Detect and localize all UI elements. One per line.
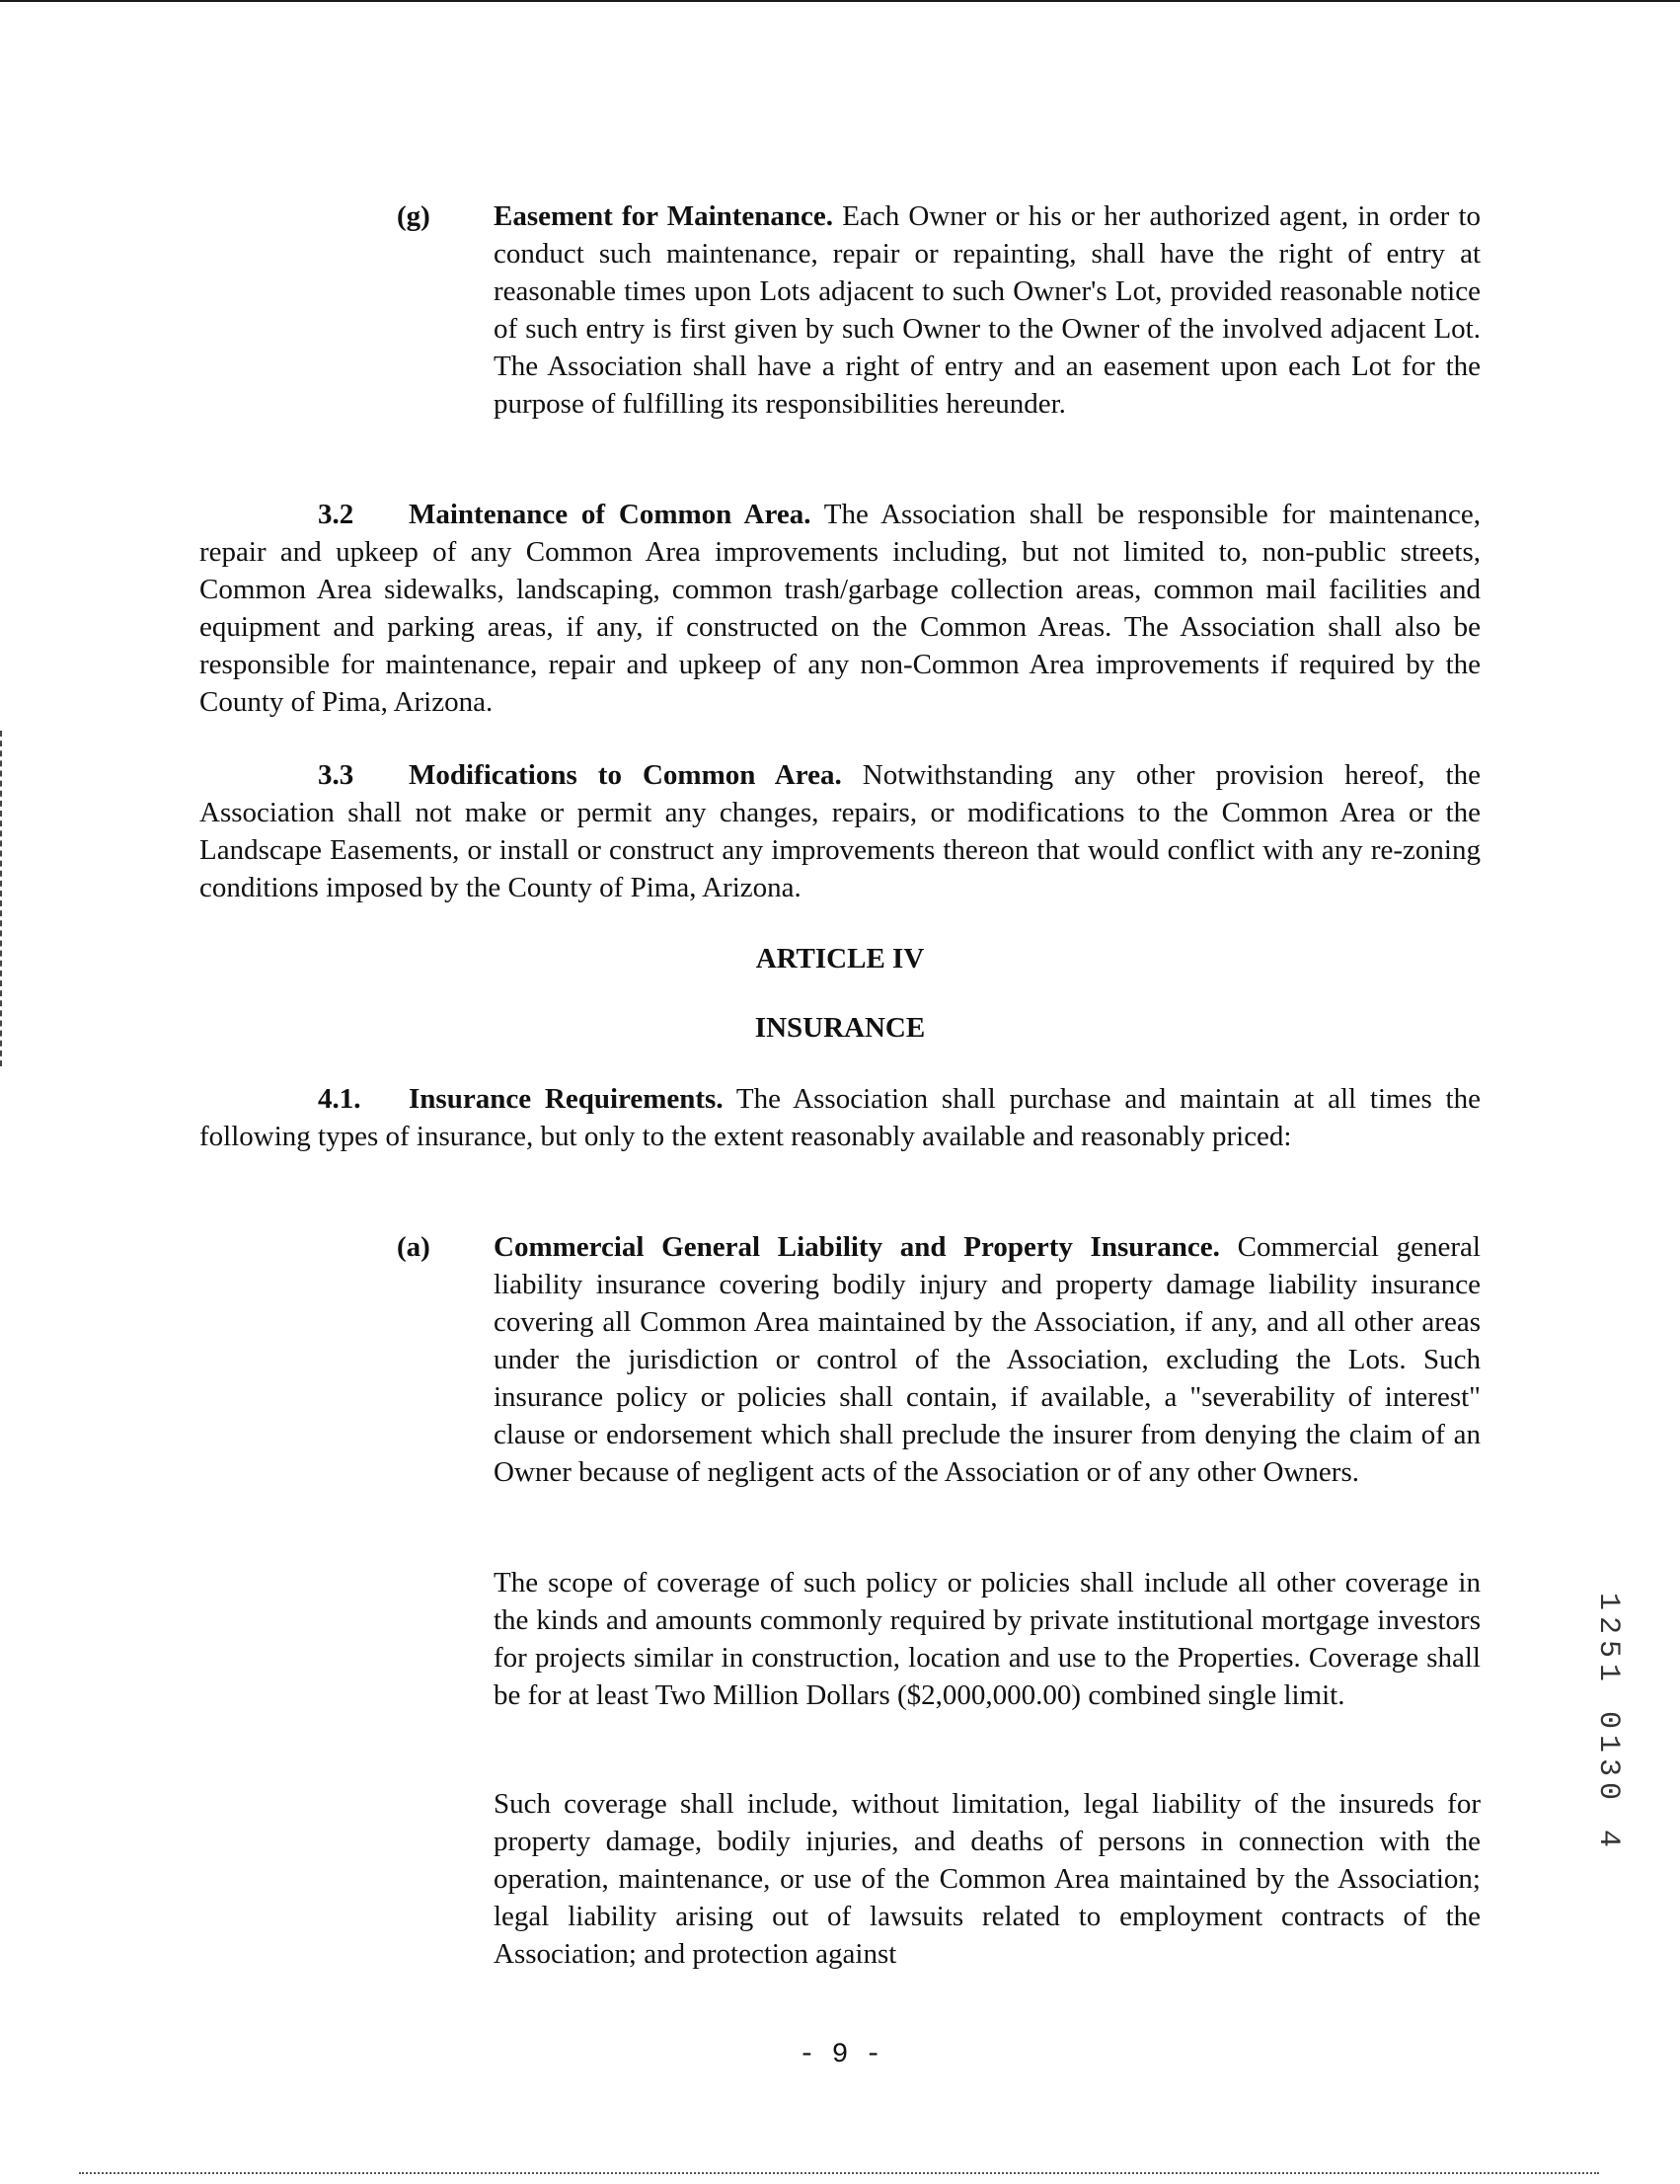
scan-edge-left-mark <box>0 731 2 1066</box>
page-number: - 9 - <box>798 2040 881 2070</box>
section-3-2-paragraph <box>199 496 1481 721</box>
scan-edge-bottom <box>79 2172 1599 2174</box>
recording-stamp-text: 1251 0130 4 <box>1591 1592 1625 1854</box>
clause-g-body: Each Owner or his or her authorized agent, in order to conduct such maintenance, repair or repainting, shall have the right of entry at reasonable times upon Lots adjacent to such Owner's Lot, provided reasonable notice of such entry is first given by such Owner to the Owner of the involved adjacent Lot. The Association shall have a right of entry and an easement upon each Lot for the purpose of fulfilling its responsibilities hereunder. <box>494 200 1482 420</box>
clause-a-marker: (a) <box>397 1231 430 1263</box>
section-4-1-body: The Association shall purchase and maintain at all times the following types of insurance, but only to the extent reasonably available and reasonably priced: <box>199 1083 1481 1152</box>
clause-a-paragraph <box>494 1228 1481 1491</box>
clause-a-paragraph-2: The scope of coverage of such policy or policies shall include all other coverage in the kinds and amounts commonly required by private institutional mortgage investors for projects similar in construction, location and use to the Properties. Coverage shall be for at least Two Million Dollars ($2,000,000.00) combined single limit. <box>494 1567 1481 1711</box>
section-3-3-title: Modifications to Common Area. <box>409 759 842 791</box>
clause-a-title: Commercial General Liability and Property Insurance. <box>494 1231 1220 1263</box>
clause-g-paragraph <box>494 197 1481 423</box>
section-3-2-number: 3.2 <box>318 499 354 530</box>
scan-edge-top <box>0 0 1680 2</box>
recording-stamp <box>1590 1590 1626 1856</box>
section-4-1-paragraph <box>199 1080 1481 1155</box>
article-number-heading: ARTICLE IV <box>755 943 925 975</box>
article-title-heading: INSURANCE <box>754 1012 926 1044</box>
section-4-1-title: Insurance Requirements. <box>409 1083 724 1115</box>
clause-g-marker: (g) <box>397 200 430 232</box>
clause-a-body: Commercial general liability insurance covering bodily injury and property damage liability insurance covering all Common Area maintained by the Association, if any, and all other areas under the jurisdiction or control of the Association, excluding the Lots. Such insurance policy or policies shall contain, if available, a "severability of interest" clause or endorsement which shall preclude the insurer from denying the claim of an Owner because of negligent acts of the Association or of any other Owners. <box>494 1231 1481 1488</box>
section-3-3-paragraph <box>199 756 1481 906</box>
section-3-3-body: Notwithstanding any other provision hereof, the Association shall not make or permit any changes, repairs, or modifications to the Common Area or the Landscape Easements, or install or construct any improvements thereon that would conflict with any re-zoning conditions imposed by the County of Pima, Arizona. <box>199 759 1481 903</box>
section-3-2-title: Maintenance of Common Area. <box>409 499 811 530</box>
section-3-2-body: The Association shall be responsible for maintenance, repair and upkeep of any Common Area improvements including, but not limited to, non-public streets, Common Area sidewalks, landscaping, common trash/garbage collection areas, common mail facilities and equipment and parking areas, if any, if constructed on the Common Areas. The Association shall also be responsible for maintenance, repair and upkeep of any non-Common Area improvements if required by the County of Pima, Arizona. <box>199 499 1481 718</box>
clause-g-title: Easement for Maintenance. <box>494 200 834 232</box>
section-3-3-number: 3.3 <box>318 759 354 791</box>
section-4-1-number: 4.1. <box>318 1083 361 1115</box>
clause-a-paragraph-3: Such coverage shall include, without limitation, legal liability of the insureds for property damage, bodily injuries, and deaths of persons in connection with the operation, maintenance, or use of the Common Area maintained by the Association; legal liability arising out of lawsuits related to employment contracts of the Association; and protection against <box>494 1788 1481 1970</box>
